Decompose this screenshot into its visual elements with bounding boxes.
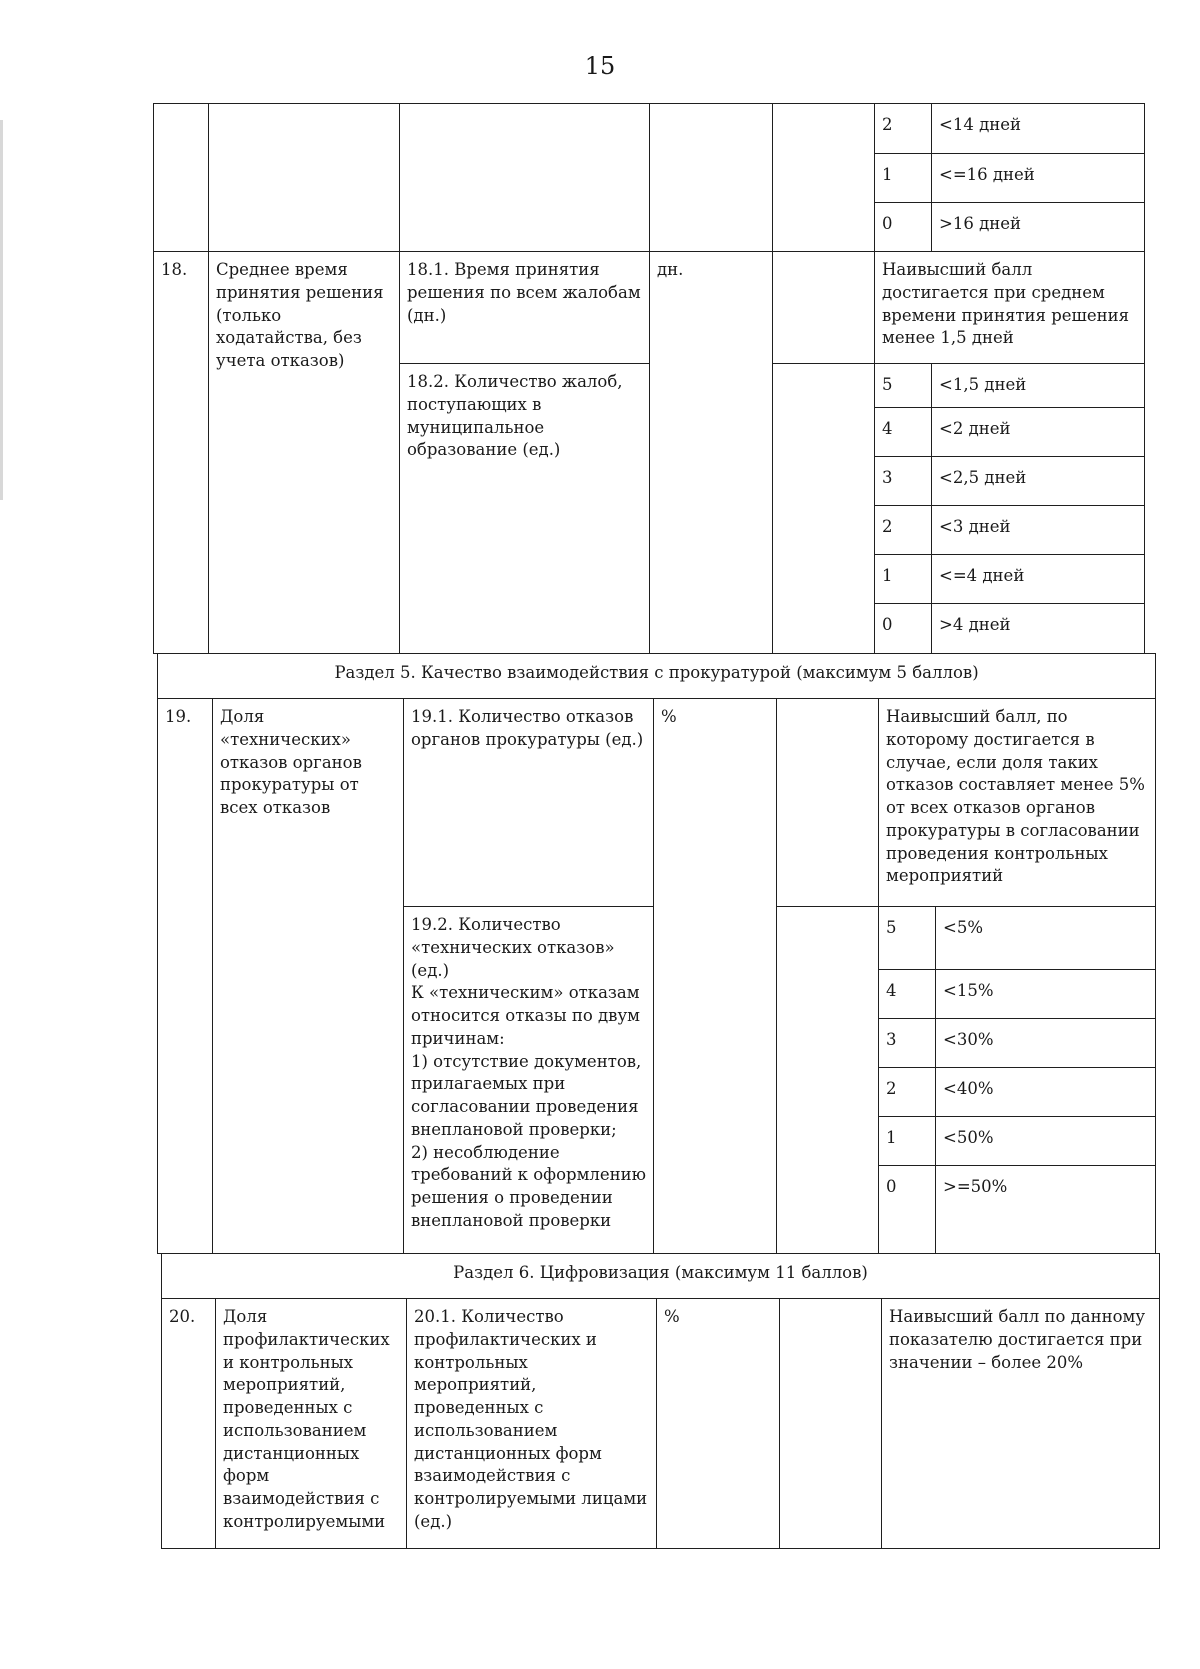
sub-indicator-cell-empty: [400, 104, 650, 252]
score-criterion: >4 дней: [932, 604, 1145, 654]
score-criterion: <15%: [936, 970, 1156, 1019]
score-criterion: <40%: [936, 1068, 1156, 1117]
score-points: 5: [879, 907, 936, 970]
score-note: Наивысший балл достигается при среднем времени принятия решения менее 1,5 дней: [875, 252, 1145, 364]
criteria-table-part1: [153, 103, 1145, 654]
score-points: 1: [875, 555, 932, 604]
value-cell: [777, 699, 879, 907]
criteria-table-part2: [157, 653, 1156, 1254]
score-points: 0: [875, 604, 932, 654]
section-heading: Раздел 6. Цифровизация (максимум 11 баллов): [162, 1254, 1160, 1299]
score-points: 1: [879, 1117, 936, 1166]
sub-indicator-text: 2) несоблюдение требований к оформлению решения о проведении внеплановой проверки: [411, 1142, 647, 1230]
score-criterion: <=4 дней: [932, 555, 1145, 604]
page-number: 15: [584, 52, 616, 80]
score-points: 4: [879, 970, 936, 1019]
score-criterion: <2,5 дней: [932, 457, 1145, 506]
score-criterion: <50%: [936, 1117, 1156, 1166]
value-cell: [773, 364, 875, 654]
sub-indicator: 18.2. Количество жалоб, поступающих в муниципальное образование (ед.): [400, 364, 650, 654]
indicator-cell-empty: [209, 104, 400, 252]
number-cell-empty: [154, 104, 209, 252]
score-points: 0: [879, 1166, 936, 1254]
score-points: 0: [875, 203, 932, 252]
score-points: 5: [875, 364, 932, 408]
sub-indicator-text: 1) отсутствие документов, прилагаемых при согласовании проведения внеплановой проверки;: [411, 1051, 642, 1139]
sub-indicator: 20.1. Количество профилактических и контрольных мероприятий, проведенных с использованием дистанционных форм взаимодействия с контролируемыми лицами (ед.): [407, 1299, 657, 1549]
score-note: Наивысший балл, по которому достигается в случае, если доля таких отказов составляет менее 5% от всех отказов органов прокуратуры в согласовании проведения контрольных мероприятий: [879, 699, 1156, 907]
section-heading: Раздел 5. Качество взаимодействия с прокуратурой (максимум 5 баллов): [158, 654, 1156, 699]
score-points: 3: [875, 457, 932, 506]
unit: %: [654, 699, 777, 1254]
row-number: 20.: [162, 1299, 216, 1549]
score-criterion: >=50%: [936, 1166, 1156, 1254]
score-points: 1: [875, 154, 932, 203]
score-criterion: <14 дней: [932, 104, 1145, 154]
sub-indicator-title: 19.2. Количество «технических отказов» (ед.): [411, 915, 615, 980]
row-number: 19.: [158, 699, 213, 1254]
value-cell: [777, 907, 879, 1254]
sub-indicator: 19.1. Количество отказов органов прокуратуры (ед.): [404, 699, 654, 907]
score-criterion: <3 дней: [932, 506, 1145, 555]
score-criterion: <5%: [936, 907, 1156, 970]
row-number: 18.: [154, 252, 209, 654]
sub-indicator-detail: [404, 907, 654, 1254]
score-criterion: <2 дней: [932, 408, 1145, 457]
score-criterion: <=16 дней: [932, 154, 1145, 203]
score-criterion: >16 дней: [932, 203, 1145, 252]
indicator-name: Доля профилактических и контрольных мероприятий, проведенных с использованием дистанционных форм взаимодействия с контролируемыми: [216, 1299, 407, 1549]
sub-indicator: 18.1. Время принятия решения по всем жалобам (дн.): [400, 252, 650, 364]
unit: %: [657, 1299, 780, 1549]
indicator-name: Среднее время принятия решения (только ходатайства, без учета отказов): [209, 252, 400, 654]
score-criterion: <1,5 дней: [932, 364, 1145, 408]
score-points: 2: [875, 104, 932, 154]
score-points: 3: [879, 1019, 936, 1068]
sub-indicator-text: К «техническим» отказам относится отказы по двум причинам:: [411, 983, 641, 1048]
value-cell-empty: [773, 104, 875, 252]
score-note: Наивысший балл по данному показателю достигается при значении – более 20%: [882, 1299, 1160, 1549]
score-points: 2: [879, 1068, 936, 1117]
value-cell: [773, 252, 875, 364]
score-points: 2: [875, 506, 932, 555]
score-points: 4: [875, 408, 932, 457]
unit: дн.: [650, 252, 773, 654]
score-criterion: <30%: [936, 1019, 1156, 1068]
value-cell: [780, 1299, 882, 1549]
unit-cell-empty: [650, 104, 773, 252]
scan-edge: [0, 120, 3, 500]
criteria-table-part3: [161, 1253, 1160, 1549]
indicator-name: Доля «технических» отказов органов прокуратуры от всех отказов: [213, 699, 404, 1254]
